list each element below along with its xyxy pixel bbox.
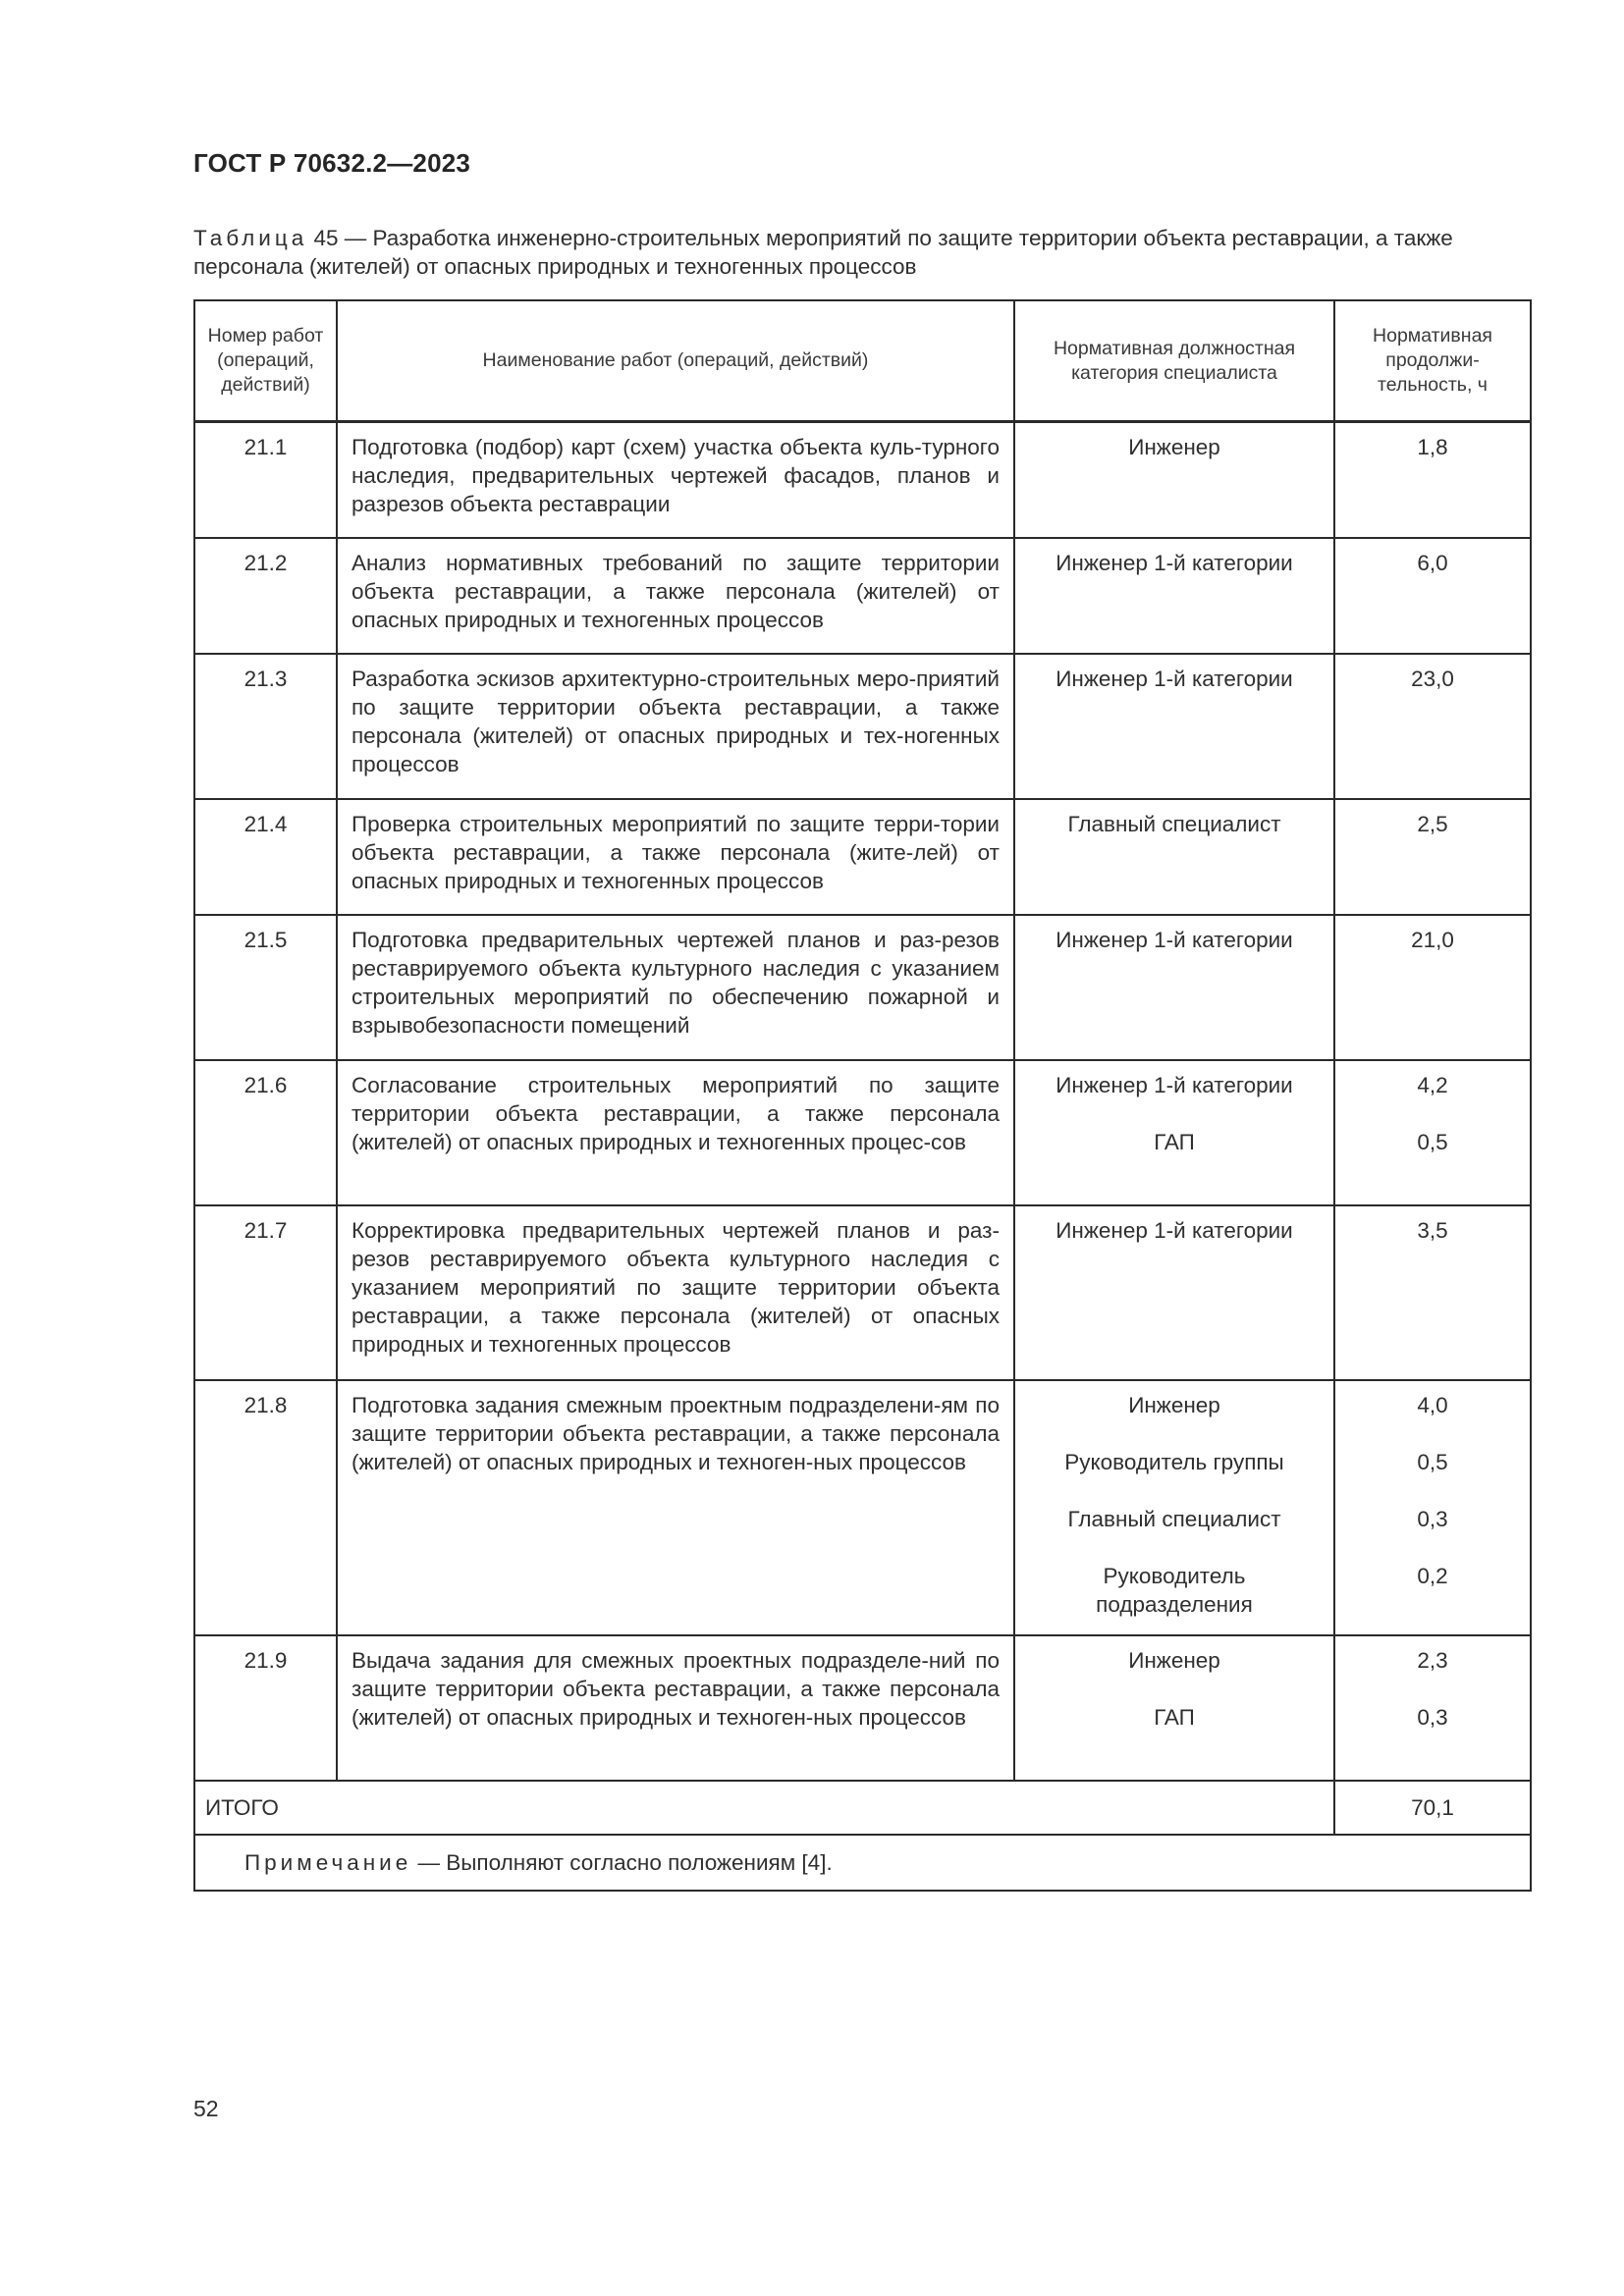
row-duration-cell bbox=[1334, 422, 1531, 538]
row-duration: 0,5 bbox=[1417, 1449, 1448, 1474]
row-duration: 21,0 bbox=[1411, 927, 1454, 952]
row-duration-cell bbox=[1334, 915, 1531, 1060]
row-category: Инженер 1-й категории bbox=[1056, 666, 1293, 691]
row-category: Главный специалист bbox=[1067, 1506, 1281, 1531]
table-row bbox=[194, 422, 1531, 538]
row-work-name: Согласование строительных мероприятий по защите территории объекта реставрации, а также персонала (жителей) от опасных природных и техногенных процес-сов bbox=[337, 1060, 1014, 1205]
row-category-cell bbox=[1014, 1635, 1334, 1781]
row-category-cell bbox=[1014, 1380, 1334, 1635]
row-category: Инженер 1-й категории bbox=[1056, 550, 1293, 575]
row-category: Инженер 1-й категории bbox=[1056, 1072, 1293, 1097]
row-duration: 4,0 bbox=[1417, 1392, 1448, 1417]
row-category: Инженер bbox=[1128, 435, 1220, 459]
table-caption-label: Таблица bbox=[193, 226, 308, 250]
note-label: Примечание bbox=[244, 1849, 412, 1875]
header-name: Наименование работ (операций, действий) bbox=[337, 300, 1014, 422]
row-duration: 1,8 bbox=[1417, 435, 1448, 459]
header-duration: Нормативная продолжи-тельность, ч bbox=[1334, 300, 1531, 422]
row-duration: 3,5 bbox=[1417, 1217, 1448, 1243]
works-table bbox=[193, 299, 1532, 1892]
table-caption bbox=[193, 224, 1529, 281]
row-number: 21.8 bbox=[194, 1380, 337, 1635]
row-work-name: Анализ нормативных требований по защите территории объекта реставрации, а также персонала (жителей) от опасных природных и техногенных процессов bbox=[337, 538, 1014, 654]
table-row bbox=[194, 1380, 1531, 1635]
table-note bbox=[194, 1835, 1531, 1891]
row-duration-cell bbox=[1334, 1060, 1531, 1205]
row-category-cell bbox=[1014, 799, 1334, 915]
row-number: 21.4 bbox=[194, 799, 337, 915]
row-work-name: Подготовка задания смежным проектным подразделени-ям по защите территории объекта реставрации, а также персонала (жителей) от опасных природных и техноген-ных процессов bbox=[337, 1380, 1014, 1635]
row-duration: 2,3 bbox=[1417, 1647, 1448, 1673]
table-row bbox=[194, 654, 1531, 799]
row-duration: 0,2 bbox=[1417, 1563, 1448, 1588]
row-work-name: Подготовка (подбор) карт (схем) участка объекта куль-турного наследия, предварительных чертежей фасадов, планов и разрезов объекта реставрации bbox=[337, 422, 1014, 538]
note-text: — Выполняют согласно положениям [4]. bbox=[417, 1849, 833, 1875]
row-number: 21.3 bbox=[194, 654, 337, 799]
row-category-cell bbox=[1014, 1205, 1334, 1380]
table-header-row bbox=[194, 300, 1531, 422]
total-row bbox=[194, 1781, 1531, 1835]
row-number: 21.6 bbox=[194, 1060, 337, 1205]
row-work-name: Разработка эскизов архитектурно-строительных меро-приятий по защите территории объекта реставрации, а также персонала (жителей) от опасных природных и тех-ногенных процессов bbox=[337, 654, 1014, 799]
row-category: Инженер 1-й категории bbox=[1056, 1217, 1293, 1243]
row-number: 21.5 bbox=[194, 915, 337, 1060]
row-category: ГАП bbox=[1154, 1704, 1195, 1730]
row-duration: 23,0 bbox=[1411, 666, 1454, 691]
row-duration: 6,0 bbox=[1417, 550, 1448, 575]
document-code: ГОСТ Р 70632.2—2023 bbox=[193, 148, 471, 178]
page-number: 52 bbox=[193, 2096, 219, 2121]
table-row bbox=[194, 1060, 1531, 1205]
table-row bbox=[194, 799, 1531, 915]
row-number: 21.7 bbox=[194, 1205, 337, 1380]
row-duration-cell bbox=[1334, 538, 1531, 654]
row-number: 21.2 bbox=[194, 538, 337, 654]
row-work-name: Подготовка предварительных чертежей планов и раз-резов реставрируемого объекта культурного наследия с указанием строительных мероприятий по обеспечению пожарной и взрывобезопасности помещений bbox=[337, 915, 1014, 1060]
row-category: Главный специалист bbox=[1067, 811, 1281, 836]
row-duration: 4,2 bbox=[1417, 1072, 1448, 1097]
table-row bbox=[194, 1635, 1531, 1781]
row-category: Инженер bbox=[1128, 1647, 1220, 1673]
table-row bbox=[194, 1205, 1531, 1380]
row-duration-cell bbox=[1334, 654, 1531, 799]
row-duration: 0,3 bbox=[1417, 1506, 1448, 1531]
row-duration: 2,5 bbox=[1417, 811, 1448, 836]
header-category: Нормативная должностная категория специалиста bbox=[1014, 300, 1334, 422]
row-duration: 0,3 bbox=[1417, 1704, 1448, 1730]
total-value: 70,1 bbox=[1334, 1781, 1531, 1835]
table-row bbox=[194, 915, 1531, 1060]
row-category-cell bbox=[1014, 538, 1334, 654]
row-work-name: Выдача задания для смежных проектных подразделе-ний по защите территории объекта реставрации, а также персонала (жителей) от опасных природных и техноген-ных процессов bbox=[337, 1635, 1014, 1781]
row-category: Инженер bbox=[1128, 1392, 1220, 1417]
row-category: Руководитель подразделения bbox=[1096, 1563, 1253, 1617]
row-category: Инженер 1-й категории bbox=[1056, 927, 1293, 952]
row-duration: 0,5 bbox=[1417, 1129, 1448, 1154]
table-caption-text: — Разработка инженерно-строительных мероприятий по защите территории объекта реставрации, а также персонала (жителей) от опасных природных и техногенных процессов bbox=[193, 226, 1453, 279]
note-row bbox=[194, 1835, 1531, 1891]
row-duration-cell bbox=[1334, 799, 1531, 915]
row-work-name: Проверка строительных мероприятий по защите терри-тории объекта реставрации, а также персонала (жите-лей) от опасных природных и техногенных процессов bbox=[337, 799, 1014, 915]
row-category: ГАП bbox=[1154, 1129, 1195, 1154]
row-category-cell bbox=[1014, 422, 1334, 538]
row-number: 21.1 bbox=[194, 422, 337, 538]
table-caption-number: 45 bbox=[313, 226, 339, 250]
row-category: Руководитель группы bbox=[1064, 1449, 1284, 1474]
row-number: 21.9 bbox=[194, 1635, 337, 1781]
row-category-cell bbox=[1014, 654, 1334, 799]
total-label: ИТОГО bbox=[194, 1781, 1334, 1835]
row-category-cell bbox=[1014, 1060, 1334, 1205]
row-category-cell bbox=[1014, 915, 1334, 1060]
row-duration-cell bbox=[1334, 1635, 1531, 1781]
table-body bbox=[194, 422, 1531, 1781]
row-duration-cell bbox=[1334, 1205, 1531, 1380]
row-work-name: Корректировка предварительных чертежей планов и раз-резов реставрируемого объекта культурного наследия с указанием мероприятий по защите территории объекта реставрации, а также персонала (жителей) от опасных природных и техногенных процессов bbox=[337, 1205, 1014, 1380]
table-row bbox=[194, 538, 1531, 654]
row-duration-cell bbox=[1334, 1380, 1531, 1635]
header-number: Номер работ (операций, действий) bbox=[194, 300, 337, 422]
